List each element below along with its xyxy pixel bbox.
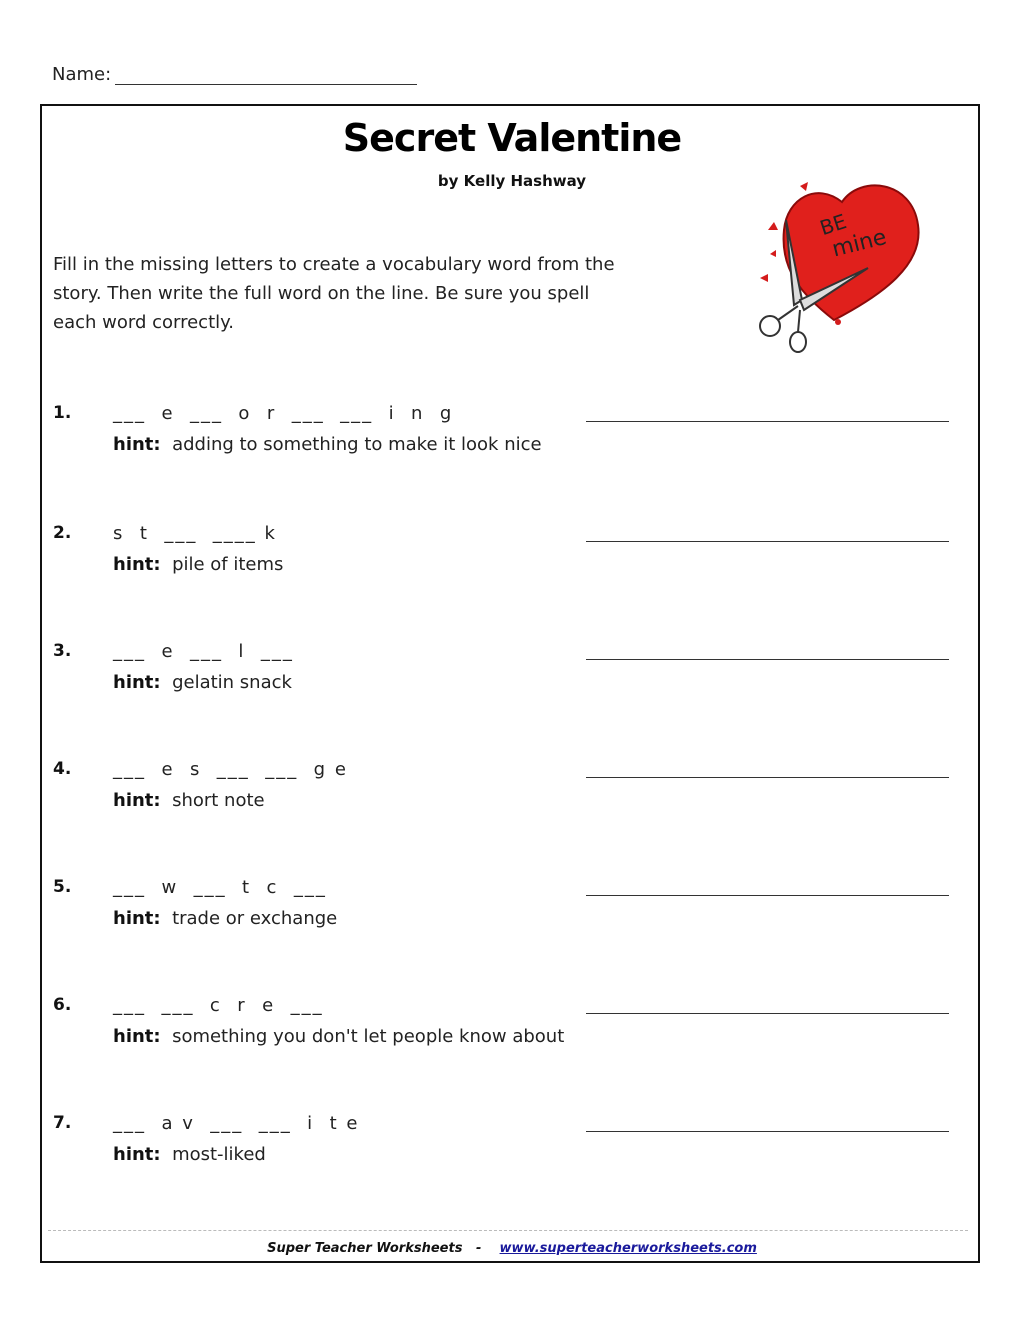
hint-text: short note (172, 790, 265, 811)
answer-line[interactable] (586, 777, 949, 778)
item-letters: ___ ___ c r e ___ (113, 995, 324, 1016)
hint-text: adding to something to make it look nice (172, 434, 542, 455)
list-item (53, 759, 953, 819)
list-item (53, 403, 953, 463)
item-letters: s t ___ ____ k (113, 523, 277, 544)
list-item (53, 877, 953, 937)
item-number: 7. (53, 1113, 72, 1133)
name-blank-line[interactable] (115, 66, 417, 85)
item-letters: ___ e ___ o r ___ ___ i n g (113, 403, 454, 424)
footer-separator: - (476, 1241, 482, 1256)
answer-line[interactable] (586, 1131, 949, 1132)
item-hint (113, 908, 337, 929)
item-number: 6. (53, 995, 72, 1015)
hint-text: pile of items (172, 554, 284, 575)
footer-divider (48, 1230, 968, 1231)
item-hint (113, 790, 265, 811)
item-number: 5. (53, 877, 72, 897)
item-number: 2. (53, 523, 72, 543)
item-number: 4. (53, 759, 72, 779)
footer-link[interactable]: www.superteacherworksheets.com (499, 1241, 757, 1256)
hint-label: hint: (113, 790, 161, 811)
list-item (53, 1113, 953, 1173)
item-hint (113, 1026, 564, 1047)
list-item (53, 523, 953, 583)
answer-line[interactable] (586, 659, 949, 660)
author-byline: by Kelly Hashway (437, 172, 587, 190)
worksheet-title: Secret Valentine (342, 116, 682, 160)
item-letters: ___ a v ___ ___ i t e (113, 1113, 360, 1134)
heart-scissors-illustration (742, 170, 922, 360)
hint-label: hint: (113, 1026, 161, 1047)
item-letters: ___ e ___ l ___ (113, 641, 294, 662)
name-label: Name: (52, 64, 112, 85)
item-hint (113, 672, 292, 693)
hint-label: hint: (113, 1144, 161, 1165)
list-item (53, 641, 953, 701)
heart-text-bottom: mine (829, 224, 890, 263)
item-hint (113, 1144, 266, 1165)
list-item (53, 995, 953, 1055)
footer-brand: Super Teacher Worksheets (267, 1241, 463, 1256)
hint-label: hint: (113, 672, 161, 693)
item-number: 1. (53, 403, 72, 423)
item-number: 3. (53, 641, 72, 661)
hint-label: hint: (113, 434, 161, 455)
item-hint (113, 434, 542, 455)
hint-text: something you don't let people know about (172, 1026, 565, 1047)
hint-text: trade or exchange (172, 908, 338, 929)
hint-text: most-liked (172, 1144, 266, 1165)
item-hint (113, 554, 283, 575)
answer-line[interactable] (586, 1013, 949, 1014)
answer-line[interactable] (586, 541, 949, 542)
name-field (52, 64, 417, 85)
hint-label: hint: (113, 908, 161, 929)
item-letters: ___ e s ___ ___ g e (113, 759, 348, 780)
answer-line[interactable] (586, 421, 949, 422)
instructions-text: Fill in the missing letters to create a vocabulary word from the story. Then write the full word on the line. Be sure you spell each word correctly. (53, 254, 615, 333)
hint-label: hint: (113, 554, 161, 575)
heart-text-top: BE (816, 209, 850, 241)
answer-line[interactable] (586, 895, 949, 896)
item-letters: ___ w ___ t c ___ (113, 877, 327, 898)
hint-text: gelatin snack (172, 672, 292, 693)
footer (0, 1241, 1024, 1256)
